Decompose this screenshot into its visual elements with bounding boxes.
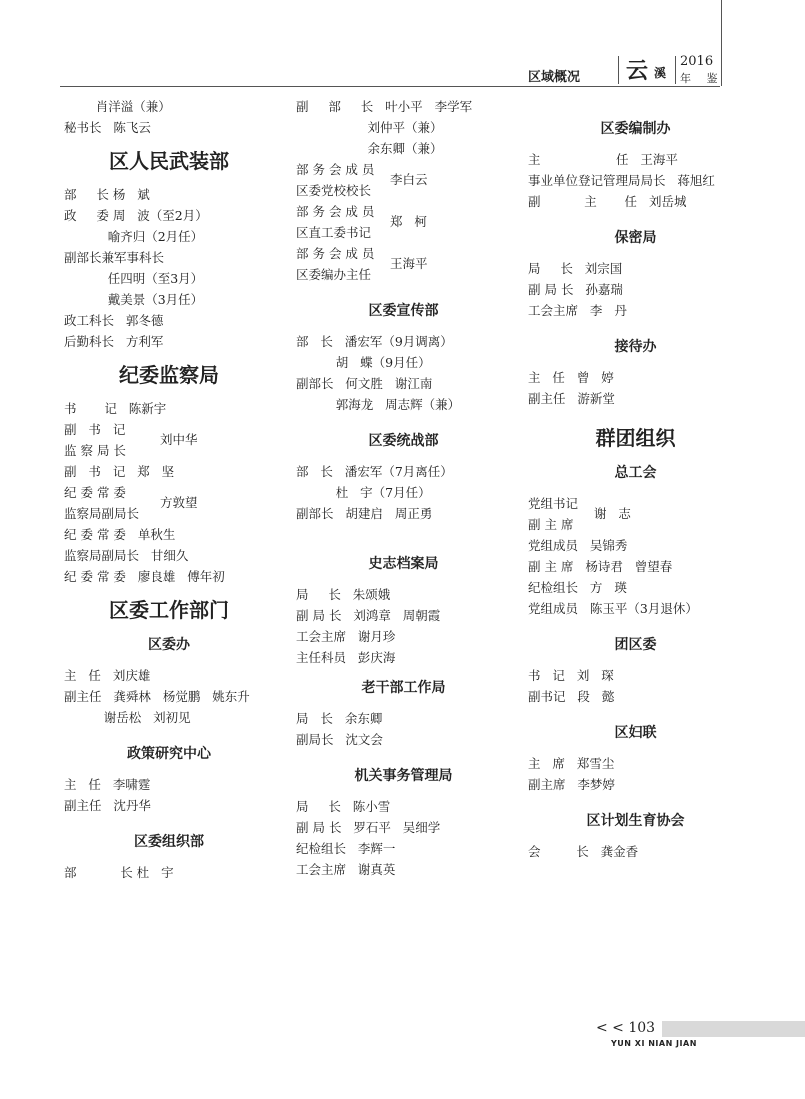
pair-role-1: 部 务 会 成 员 — [296, 162, 375, 177]
heading-wuzhuang: 区人民武装部 — [109, 149, 229, 173]
text-line: 副部长 何文胜 谢江南 — [296, 376, 433, 391]
heading-tongzhan: 区委统战部 — [368, 433, 439, 449]
heading-jiwei: 纪委监察局 — [119, 363, 219, 387]
text-line: 副 主 任 刘岳城 — [528, 194, 687, 209]
pair-role-2: 监 察 局 长 — [64, 443, 126, 458]
pair-role-1: 党组书记 — [528, 496, 579, 511]
heading-xuanchuan: 区委宣传部 — [368, 303, 439, 319]
text-line: 政工科长 郭冬德 — [64, 313, 164, 328]
text-line: 党组成员 吴锦秀 — [528, 538, 628, 553]
text-line: 副主任 沈丹华 — [64, 798, 151, 813]
column-3 — [528, 96, 743, 862]
heading-jiedai: 接待办 — [614, 339, 657, 355]
footer-subtitle: YUN XI NIAN JIAN — [611, 1039, 697, 1048]
heading-laoganbu: 老干部工作局 — [361, 680, 446, 696]
text-line: 副 部 长 叶小平 李学军 — [296, 99, 473, 114]
paired-entry — [296, 243, 511, 285]
pair-role-2: 监察局副局长 — [64, 506, 140, 521]
heading-tuanquwei: 团区委 — [614, 637, 657, 653]
text-line: 肖洋溢（兼） — [64, 99, 171, 114]
column-1 — [64, 96, 274, 883]
heading-zhengce: 政策研究中心 — [127, 746, 211, 762]
footer-bar — [662, 1021, 805, 1037]
pair-role-2: 区委党校校长 — [296, 183, 372, 198]
pair-role-1: 副 书 记 — [64, 422, 126, 437]
pair-name: 刘中华 — [160, 432, 198, 447]
text-line: 部 长 杨 斌 — [64, 187, 150, 202]
paired-entry — [64, 482, 274, 524]
text-line: 胡 蝶（9月任） — [296, 355, 431, 370]
page-number: < < 103 — [596, 1020, 656, 1036]
text-line: 工会主席 李 丹 — [528, 303, 627, 318]
text-line: 部 长 潘宏军（7月离任） — [296, 464, 453, 479]
brand-sub: 溪 — [654, 66, 667, 80]
text-line: 副 主 席 杨诗君 曾望春 — [528, 559, 673, 574]
text-line: 部 长 潘宏军（9月调离） — [296, 334, 453, 349]
heading-quweiban: 区委办 — [148, 637, 190, 653]
text-line: 会 长 龚金香 — [528, 844, 639, 859]
column-2 — [296, 96, 511, 880]
text-line: 郭海龙 周志辉（兼） — [296, 397, 461, 412]
text-line: 副书记 段 懿 — [528, 689, 615, 704]
text-line: 任四明（至3月） — [64, 271, 204, 286]
pair-role-2: 区直工委书记 — [296, 225, 372, 240]
pair-name: 郑 柯 — [390, 214, 427, 229]
text-line: 书 记 陈新宇 — [64, 401, 167, 416]
text-line: 后勤科长 方利军 — [64, 334, 164, 349]
heading-fulian: 区妇联 — [614, 725, 657, 741]
pair-role-2: 副 主 席 — [528, 517, 574, 532]
heading-bianzhi: 区委编制办 — [600, 121, 671, 137]
heading-jiguan: 机关事务管理局 — [354, 768, 453, 784]
text-line: 副 局 长 刘鸿章 周朝霞 — [296, 608, 441, 623]
text-line: 主 任 李啸霆 — [64, 777, 151, 792]
pair-role-1: 纪 委 常 委 — [64, 485, 126, 500]
paired-entry — [528, 493, 743, 535]
text-line: 副部长兼军事科长 — [64, 250, 165, 265]
text-line: 主 任 曾 婷 — [528, 370, 614, 385]
text-line: 副 局 长 罗石平 吴细学 — [296, 820, 441, 835]
header-separator — [618, 56, 619, 84]
text-line: 纪检组长 李辉一 — [296, 841, 396, 856]
text-line: 副主席 李梦婷 — [528, 777, 615, 792]
heading-quntuan: 群团组织 — [595, 426, 676, 450]
text-line: 书 记 刘 琛 — [528, 668, 614, 683]
text-line: 局 长 陈小雪 — [296, 799, 391, 814]
heading-shizhi: 史志档案局 — [368, 556, 439, 572]
text-line: 局 长 朱颂娥 — [296, 587, 391, 602]
text-line: 监察局副局长 甘细久 — [64, 548, 189, 563]
text-line: 纪检组长 方 瑛 — [528, 580, 627, 595]
pair-role-1: 部 务 会 成 员 — [296, 204, 375, 219]
heading-gongzuo: 区委工作部门 — [109, 598, 229, 622]
pair-role-2: 区委编办主任 — [296, 267, 372, 282]
text-line: 副 书 记 郑 坚 — [64, 464, 175, 479]
text-line: 刘仲平（兼） — [296, 120, 443, 135]
pair-name: 王海平 — [390, 256, 428, 271]
heading-zuzhi: 区委组织部 — [134, 834, 204, 850]
text-line: 党组成员 陈玉平（3月退休） — [528, 601, 698, 616]
text-line: 余东卿（兼） — [296, 141, 443, 156]
header-rule — [60, 86, 720, 87]
text-line: 副主任 龚舜林 杨觉鹏 姚东升 — [64, 689, 250, 704]
pair-name: 李白云 — [390, 172, 428, 187]
text-line: 工会主席 谢月珍 — [296, 629, 396, 644]
text-line: 主任科员 彭庆海 — [296, 650, 396, 665]
header-yearbook: 年 鉴 — [680, 72, 724, 85]
text-line: 秘书长 陈飞云 — [64, 120, 151, 135]
text-line: 纪 委 常 委 廖良雄 傅年初 — [64, 569, 225, 584]
text-line: 局 长 刘宗国 — [528, 261, 623, 276]
text-line: 副主任 游新堂 — [528, 391, 615, 406]
paired-entry — [64, 419, 274, 461]
header-year: 2016 — [680, 54, 714, 69]
paired-entry — [296, 201, 511, 243]
heading-jisheng: 区计划生育协会 — [586, 813, 685, 829]
text-line: 政 委 周 波（至2月） — [64, 208, 208, 223]
text-line: 部 长 杜 宇 — [64, 865, 174, 880]
pair-role-1: 部 务 会 成 员 — [296, 246, 375, 261]
brand-main: 云 — [626, 58, 649, 84]
pair-name: 谢 志 — [594, 506, 631, 521]
text-line: 谢岳松 刘初见 — [64, 710, 191, 725]
text-line: 戴美景（3月任） — [64, 292, 204, 307]
paired-entry — [296, 159, 511, 201]
text-line: 主 席 郑雪尘 — [528, 756, 615, 771]
text-line: 主 任 刘庆雄 — [64, 668, 151, 683]
pair-name: 方敦望 — [160, 495, 198, 510]
text-line: 副 局 长 孙嘉瑞 — [528, 282, 623, 297]
text-line: 纪 委 常 委 单秋生 — [64, 527, 176, 542]
section-title: 区域概况 — [528, 70, 581, 85]
text-line: 主 任 王海平 — [528, 152, 678, 167]
text-line: 副局长 沈文会 — [296, 732, 383, 747]
text-line: 工会主席 谢真英 — [296, 862, 396, 877]
heading-zonggonghui: 总工会 — [614, 465, 657, 481]
text-line: 喻齐归（2月任） — [64, 229, 204, 244]
heading-baomi: 保密局 — [614, 230, 657, 246]
text-line: 副部长 胡建启 周正勇 — [296, 506, 433, 521]
header-separator-2 — [675, 56, 676, 84]
text-line: 事业单位登记管理局局长 蒋旭红 — [528, 173, 715, 188]
text-line: 杜 宇（7月任） — [296, 485, 431, 500]
text-line: 局 长 余东卿 — [296, 711, 383, 726]
